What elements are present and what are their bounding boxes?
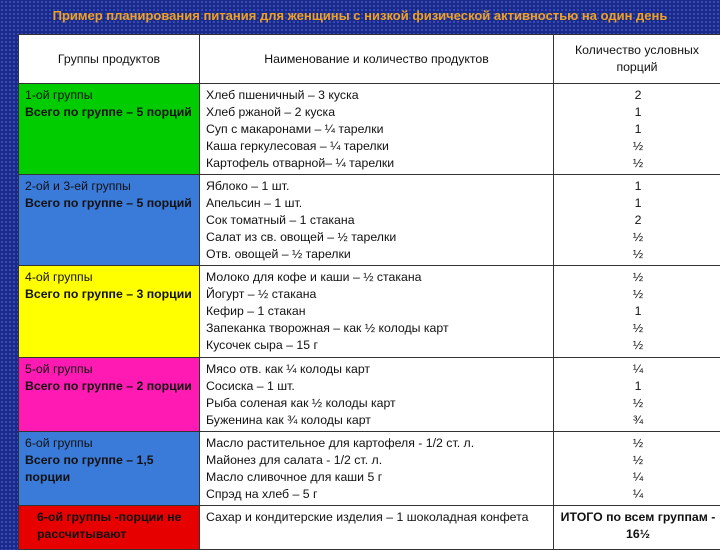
food-item: Сахар и кондитерские изделия – 1 шоколадная конфета bbox=[206, 510, 528, 524]
portion-value: ½ bbox=[560, 395, 716, 412]
food-item: Хлеб ржаной – 2 куска bbox=[206, 104, 549, 121]
portion-value: 1 bbox=[560, 303, 716, 320]
portion-value: 2 bbox=[560, 87, 716, 104]
food-item: Салат из св. овощей – ½ тарелки bbox=[206, 229, 549, 246]
portion-value: ½ bbox=[560, 337, 716, 354]
portion-value: ¼ bbox=[560, 361, 716, 378]
items-cell bbox=[200, 506, 554, 550]
group-cell bbox=[19, 84, 200, 175]
portions-cell bbox=[554, 506, 720, 550]
group-total: Всего по группе – 2 порции bbox=[25, 378, 195, 395]
portion-value: ¼ bbox=[560, 486, 716, 503]
food-item: Буженина как ¾ колоды карт bbox=[206, 412, 549, 429]
portion-value: 1 bbox=[560, 178, 716, 195]
food-item: Кефир – 1 стакан bbox=[206, 303, 549, 320]
portion-value: ¾ bbox=[560, 412, 716, 429]
group-label: 1-ой группы bbox=[25, 87, 195, 104]
food-item: Майонез для салата - 1/2 ст. л. bbox=[206, 452, 549, 469]
food-item: Сосиска – 1 шт. bbox=[206, 378, 549, 395]
food-item: Каша геркулесовая – ¼ тарелки bbox=[206, 138, 549, 155]
group-cell bbox=[19, 506, 200, 550]
group-label: 2-ой и 3-ей группы bbox=[25, 178, 195, 195]
food-item: Масло растительное для картофеля - 1/2 ст. л. bbox=[206, 435, 549, 452]
group-label: 6-ой группы -порции не рассчитывают bbox=[37, 510, 181, 541]
table-row bbox=[19, 266, 720, 358]
food-item: Масло сливочное для каши 5 г bbox=[206, 469, 549, 486]
items-cell bbox=[200, 358, 554, 432]
items-cell bbox=[200, 266, 554, 358]
portions-cell bbox=[554, 432, 720, 506]
food-item: Йогурт – ½ стакана bbox=[206, 286, 549, 303]
group-total: Всего по группе – 1,5 порции bbox=[25, 452, 195, 486]
portion-value: 1 bbox=[560, 104, 716, 121]
page-title: Пример планирования питания для женщины с низкой физической активностью на один день bbox=[0, 8, 720, 23]
food-item: Молоко для кофе и каши – ½ стакана bbox=[206, 269, 549, 286]
table-row bbox=[19, 84, 720, 175]
portion-value: ½ bbox=[560, 155, 716, 172]
items-cell bbox=[200, 84, 554, 175]
table-header-row bbox=[19, 35, 720, 84]
group-total: Всего по группе – 5 порций bbox=[25, 104, 195, 121]
header-names: Наименование и количество продуктов bbox=[200, 35, 554, 84]
portion-value: ½ bbox=[560, 229, 716, 246]
items-cell bbox=[200, 175, 554, 266]
portion-value: ½ bbox=[560, 246, 716, 263]
food-item: Кусочек сыра – 15 г bbox=[206, 337, 549, 354]
food-item: Яблоко – 1 шт. bbox=[206, 178, 549, 195]
food-item: Апельсин – 1 шт. bbox=[206, 195, 549, 212]
group-cell bbox=[19, 358, 200, 432]
portion-value: 1 bbox=[560, 378, 716, 395]
portion-value: 1 bbox=[560, 121, 716, 138]
group-cell bbox=[19, 432, 200, 506]
table-row bbox=[19, 432, 720, 506]
portion-value: ½ bbox=[560, 435, 716, 452]
food-item: Суп с макаронами – ¼ тарелки bbox=[206, 121, 549, 138]
portion-value: ¼ bbox=[560, 469, 716, 486]
portions-cell bbox=[554, 84, 720, 175]
food-item: Рыба соленая как ½ колоды карт bbox=[206, 395, 549, 412]
items-cell bbox=[200, 432, 554, 506]
food-item: Спрэд на хлеб – 5 г bbox=[206, 486, 549, 503]
grand-total: ИТОГО по всем группам - 16½ bbox=[561, 510, 716, 541]
table-row bbox=[19, 358, 720, 432]
portion-value: 2 bbox=[560, 212, 716, 229]
food-item: Запеканка творожная – как ½ колоды карт bbox=[206, 320, 549, 337]
food-item: Отв. овощей – ½ тарелки bbox=[206, 246, 549, 263]
portion-value: ½ bbox=[560, 320, 716, 337]
food-item: Сок томатный – 1 стакана bbox=[206, 212, 549, 229]
portion-value: ½ bbox=[560, 286, 716, 303]
food-item: Хлеб пшеничный – 3 куска bbox=[206, 87, 549, 104]
portions-cell bbox=[554, 266, 720, 358]
portion-value: ½ bbox=[560, 269, 716, 286]
food-item: Мясо отв. как ¼ колоды карт bbox=[206, 361, 549, 378]
header-portions: Количество условных порций bbox=[554, 35, 720, 84]
group-cell bbox=[19, 175, 200, 266]
portion-value: ½ bbox=[560, 138, 716, 155]
portion-value: 1 bbox=[560, 195, 716, 212]
portion-value: ½ bbox=[560, 452, 716, 469]
group-total: Всего по группе – 3 порции bbox=[25, 286, 195, 303]
header-groups: Группы продуктов bbox=[19, 35, 200, 84]
meal-plan-table bbox=[18, 34, 720, 550]
food-item: Картофель отварной– ¼ тарелки bbox=[206, 155, 549, 172]
portions-cell bbox=[554, 358, 720, 432]
group-label: 5-ой группы bbox=[25, 361, 195, 378]
portions-cell bbox=[554, 175, 720, 266]
table-row bbox=[19, 506, 720, 550]
group-label: 4-ой группы bbox=[25, 269, 195, 286]
group-label: 6-ой группы bbox=[25, 435, 195, 452]
group-cell bbox=[19, 266, 200, 358]
table-row bbox=[19, 175, 720, 266]
group-total: Всего по группе – 5 порций bbox=[25, 195, 195, 212]
